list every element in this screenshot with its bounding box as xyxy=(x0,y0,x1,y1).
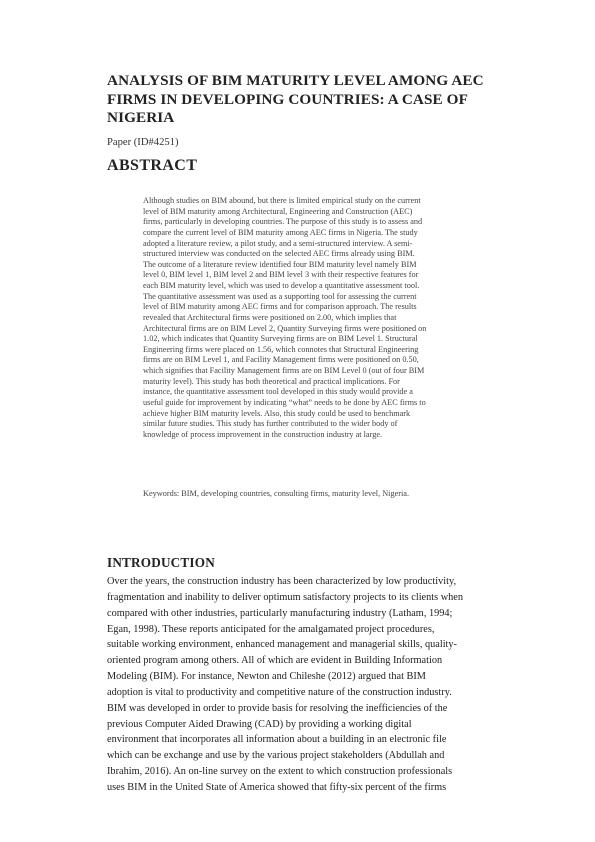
abstract-line: useful guide for improvement by indicating “what” needs to be done by AEC firms to xyxy=(143,397,426,407)
intro-line: BIM was developed in order to provide basis for resolving the inefficiencies of the xyxy=(107,702,448,714)
paper-title xyxy=(107,72,527,128)
intro-line: fragmentation and inability to deliver optimum satisfactory projects to its clients when xyxy=(107,591,464,603)
abstract-line: instance, the quantitative assessment tool developed in this study would provide a xyxy=(143,387,413,397)
abstract-line: Although studies on BIM abound, but there is limited empirical study on the current xyxy=(143,196,421,205)
intro-line: environment that incorporates all information about a building in an electronic file xyxy=(107,734,447,746)
intro-line: compared with other industries, particularly manufacturing industry (Latham, 1994; xyxy=(107,607,453,619)
abstract-line: level of BIM maturity among Architectural, Engineering and Construction (AEC) xyxy=(143,206,413,216)
abstract-line: maturity level). This study has both theoretical and practical implications. For xyxy=(143,376,400,386)
abstract-line: firms, particularly in developing countries. The purpose of this study is to assess and xyxy=(143,217,423,227)
abstract-text xyxy=(143,196,465,440)
intro-line: suitable working environment, enhanced management and managerial skills, quality- xyxy=(107,639,457,651)
intro-line: uses BIM in the United State of America showed that fifty-six percent of the firms xyxy=(107,781,447,793)
abstract-line: revealed that Architectural firms were positioned on 2.00, which implies that xyxy=(143,312,397,322)
intro-line: Ibrahim, 2016). An on-line survey on the extent to which construction professionals xyxy=(107,766,453,778)
abstract-line: which signifies that Facility Management firms are on BIM Level 0 (out of four BIM xyxy=(143,366,425,375)
introduction-text xyxy=(107,574,547,796)
abstract-line: level 0, BIM level 1, BIM level 2 and BIM level 3 with their respective features for xyxy=(143,270,419,280)
title-line: ANALYSIS OF BIM MATURITY LEVEL AMONG AEC xyxy=(107,72,484,89)
abstract-line: The outcome of a literature review identified four BIM maturity level namely BIM xyxy=(143,259,417,269)
abstract-line: Architectural firms are on BIM Level 2, Quantity Surveying firms were positioned on xyxy=(143,323,427,333)
abstract-line: firms are on BIM Level 1, and Facility Management firms were positioned on 0.50, xyxy=(143,355,419,365)
intro-line: oriented program among others. All of which are evident in Building Information xyxy=(107,655,443,667)
intro-line: adoption is vital to productivity and competitive nature of the construction industry. xyxy=(107,686,452,698)
intro-line: Modeling (BIM). For instance, Newton and Chileshe (2012) argued that BIM xyxy=(107,671,426,683)
abstract-line: knowledge of process improvement in the construction industry at large. xyxy=(143,429,383,439)
abstract-line: each BIM maturity level, which was used to develop a quantitative assessment tool. xyxy=(143,281,420,290)
abstract-line: achieve higher BIM maturity levels. Also, this study could be used to benchmark xyxy=(143,408,411,418)
abstract-line: Engineering firms were placed on 1.56, which connotes that Structural Engineering xyxy=(143,344,419,354)
abstract-heading: ABSTRACT xyxy=(107,157,198,174)
intro-line: Over the years, the construction industry has been characterized by low productivity, xyxy=(107,576,457,587)
introduction-heading: INTRODUCTION xyxy=(107,555,215,570)
abstract-line: structured interview was conducted on the selected AEC firms already using BIM. xyxy=(143,249,415,259)
abstract-line: 1.02, which indicates that Quantity Surveying firms are on BIM Level 1. Structural xyxy=(143,334,418,344)
intro-line: previous Computer Aided Drawing (CAD) by providing a working digital xyxy=(107,718,412,730)
intro-line: which can be exchange and use by the various project stakeholders (Abdullah and xyxy=(107,750,445,762)
abstract-line: compare the current level of BIM maturity among AEC firms in Nigeria. The study xyxy=(143,227,418,237)
intro-line: Egan, 1998). These reports anticipated for the amalgamated project procedures, xyxy=(107,623,435,635)
abstract-line: adopted a literature review, a pilot study, and a semi-structured interview. A semi- xyxy=(143,238,413,248)
abstract-line: similar future studies. This study has further contributed to the wider body of xyxy=(143,419,398,429)
abstract-line: level of BIM maturity among AEC firms and for comparison approach. The results xyxy=(143,302,417,312)
paper-id: Paper (ID#4251) xyxy=(107,137,179,148)
title-line: NIGERIA xyxy=(107,109,175,126)
keywords: Keywords: BIM, developing countries, consulting firms, maturity level, Nigeria. xyxy=(143,489,410,498)
abstract-line: The quantitative assessment was used as a supporting tool for assessing the current xyxy=(143,291,417,301)
title-line: FIRMS IN DEVELOPING COUNTRIES: A CASE OF xyxy=(107,90,468,108)
